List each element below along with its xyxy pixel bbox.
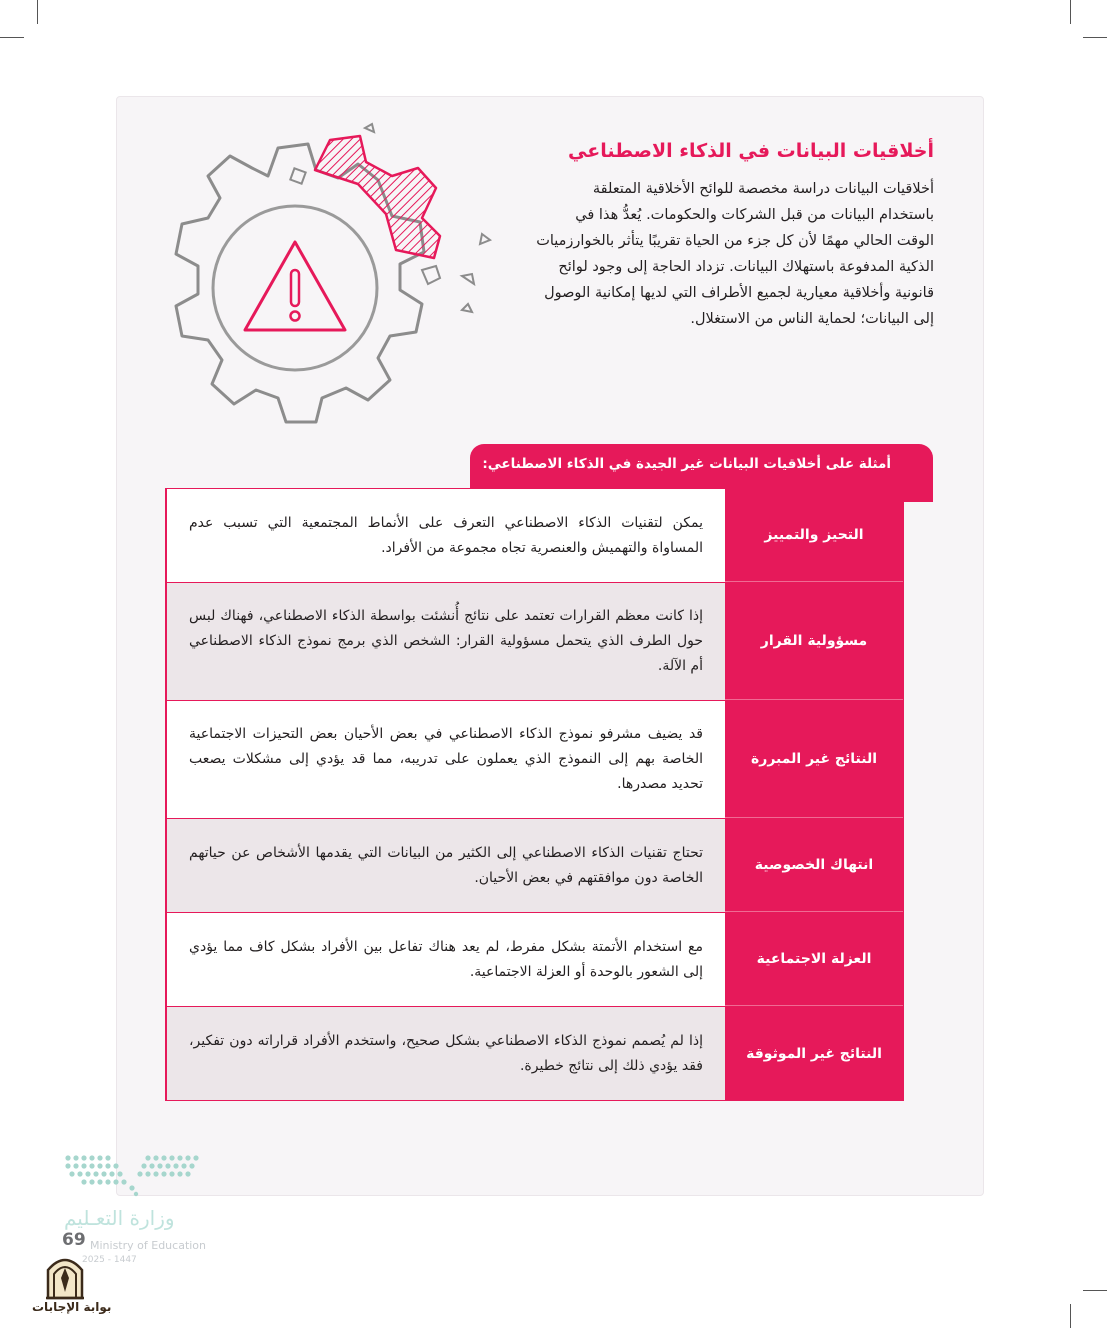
table-row [166,701,903,819]
portal-label: بوابة الإجابات [32,1300,112,1314]
table-row [166,819,903,913]
table-row [166,583,903,701]
table-row [166,489,903,583]
row-description: إذا كانت معظم القرارات تعتمد على نتائج أُنشئت بواسطة الذكاء الاصطناعي، فهناك لبس حول الطرف الذي يتحمل مسؤولية القرار: الشخص الذي برمج نموذج الذكاء الاصطناعي أم الآلة. [166,583,725,700]
row-description: تحتاج تقنيات الذكاء الاصطناعي إلى الكثير من البيانات التي يقدمها الأشخاص عن حياتهم الخاصة دون موافقتهم في بعض الأحيان. [166,819,725,912]
section-title: أخلاقيات البيانات في الذكاء الاصطناعي [568,140,934,162]
crop-mark [0,37,24,38]
ministry-name-en: Ministry of Education [90,1239,207,1252]
warning-icon [245,242,345,330]
ethics-table [165,488,904,1101]
crop-mark [1083,1290,1107,1291]
table-title: أمثلة على أخلاقيات البيانات غير الجيدة في الذكاء الاصطناعي: [482,456,891,472]
row-description: إذا لم يُصمم نموذج الذكاء الاصطناعي بشكل صحيح، واستخدم الأفراد قراراته دون تفكير، فقد يؤدي ذلك إلى نتائج خطيرة. [166,1007,725,1100]
edition-year: 2025 - 1447 [82,1255,137,1265]
crop-mark [37,0,38,24]
row-term: النتائج غير الموثوقة [725,1007,903,1100]
row-term: انتهاك الخصوصية [725,819,903,912]
page-number: 69 [62,1230,86,1250]
crop-mark [1070,1304,1071,1328]
crop-mark [1070,0,1071,24]
crop-mark [1083,37,1107,38]
intro-paragraph: أخلاقيات البيانات دراسة مخصصة للوائح الأخلاقية المتعلقة باستخدام البيانات من قبل الشركات والحكومات. يُعدُّ هذا في الوقت الحالي مهمًا لأن كل جزء من الحياة تقريبًا يتأثر بالخوارزميات الذكية المدفوعة باستهلاك البيانات. تزداد الحاجة إلى وجود لوائح قانونية وأخلاقية معيارية لجميع الأطراف التي لديها إمكانية الوصول إلى البيانات؛ لحماية الناس من الاستغلال. [536,181,934,327]
row-term: التحيز والتمييز [725,489,903,582]
ministry-name-ar: وزارة التعـليم [64,1206,175,1230]
row-description: مع استخدام الأتمتة بشكل مفرط، لم يعد هناك تفاعل بين الأفراد بشكل كاف مما يؤدي إلى الشعور بالوحدة أو العزلة الاجتماعية. [166,913,725,1006]
table-row [166,913,903,1007]
row-description: قد يضيف مشرفو نموذج الذكاء الاصطناعي في بعض الأحيان بعض التحيزات الاجتماعية الخاصة بهم إلى النموذج الذي يعملون على تدريبه، مما قد يؤدي إلى مشكلات يصعب تحديد مصدرها. [166,701,725,818]
row-term: النتائج غير المبررة [725,701,903,818]
table-row [166,1007,903,1100]
portal-logo-icon [44,1254,86,1300]
gear-icon [160,118,500,438]
row-description: يمكن لتقنيات الذكاء الاصطناعي التعرف على الأنماط المجتمعية التي تسبب عدم المساواة والتهميش والعنصرية تجاه مجموعة من الأفراد. [166,489,725,582]
row-term: العزلة الاجتماعية [725,913,903,1006]
row-term: مسؤولية القرار [725,583,903,700]
